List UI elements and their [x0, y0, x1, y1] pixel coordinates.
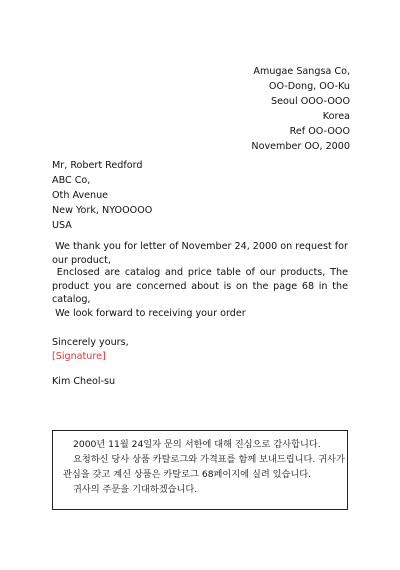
sender-address-block: [130, 64, 350, 154]
letter-date: November OO, 2000: [251, 141, 350, 152]
body-paragraph-2: [52, 266, 348, 307]
recipient-street: Oth Avenue: [52, 190, 109, 201]
translation-line-3: 관심을 갖고 계신 상품은 카탈로그 68페이지에 실려 있습니다.: [63, 469, 312, 480]
korean-translation-box: [52, 430, 348, 510]
body-paragraph-1: [52, 240, 348, 267]
body-paragraph-3-text: We look forward to receiving your order: [55, 308, 246, 319]
closing-salutation: Sincerely yours,: [52, 337, 129, 348]
signature-placeholder: [Signature]: [52, 351, 106, 362]
translation-line-2: 요청하신 당사 상품 카탈로그와 가격표를 함께 보내드립니다. 귀사가: [73, 454, 345, 465]
recipient-company: ABC Co,: [52, 175, 91, 186]
body-paragraph-2-text: Enclosed are catalog and price table of our products, The product you are concerned about is on the page 68 in the catalog,: [52, 267, 348, 305]
recipient-address-block: [52, 158, 152, 233]
body-paragraph-1-text: We thank you for letter of November 24, 2000 on request for our product,: [52, 241, 348, 266]
sender-address-line-1: OO-Dong, OO-Ku: [268, 81, 350, 92]
closing-block: [52, 336, 129, 364]
sender-company: Amugae Sangsa Co,: [253, 66, 350, 77]
sender-address-line-2: Seoul OOO-OOO: [271, 96, 350, 107]
recipient-name: Mr, Robert Redford: [52, 160, 143, 171]
translation-line-4: 귀사의 주문을 기대하겠습니다.: [73, 484, 198, 495]
signer-name: Kim Cheol-su: [52, 376, 116, 387]
sender-country: Korea: [322, 111, 350, 122]
body-paragraph-3: [52, 307, 348, 321]
translation-line-1: 2000년 11월 24일자 문의 서한에 대해 진심으로 감사합니다.: [73, 439, 321, 450]
reference-number: Ref OO-OOO: [289, 126, 350, 137]
recipient-country: USA: [52, 220, 72, 231]
recipient-city: New York, NYOOOOO: [52, 205, 153, 216]
